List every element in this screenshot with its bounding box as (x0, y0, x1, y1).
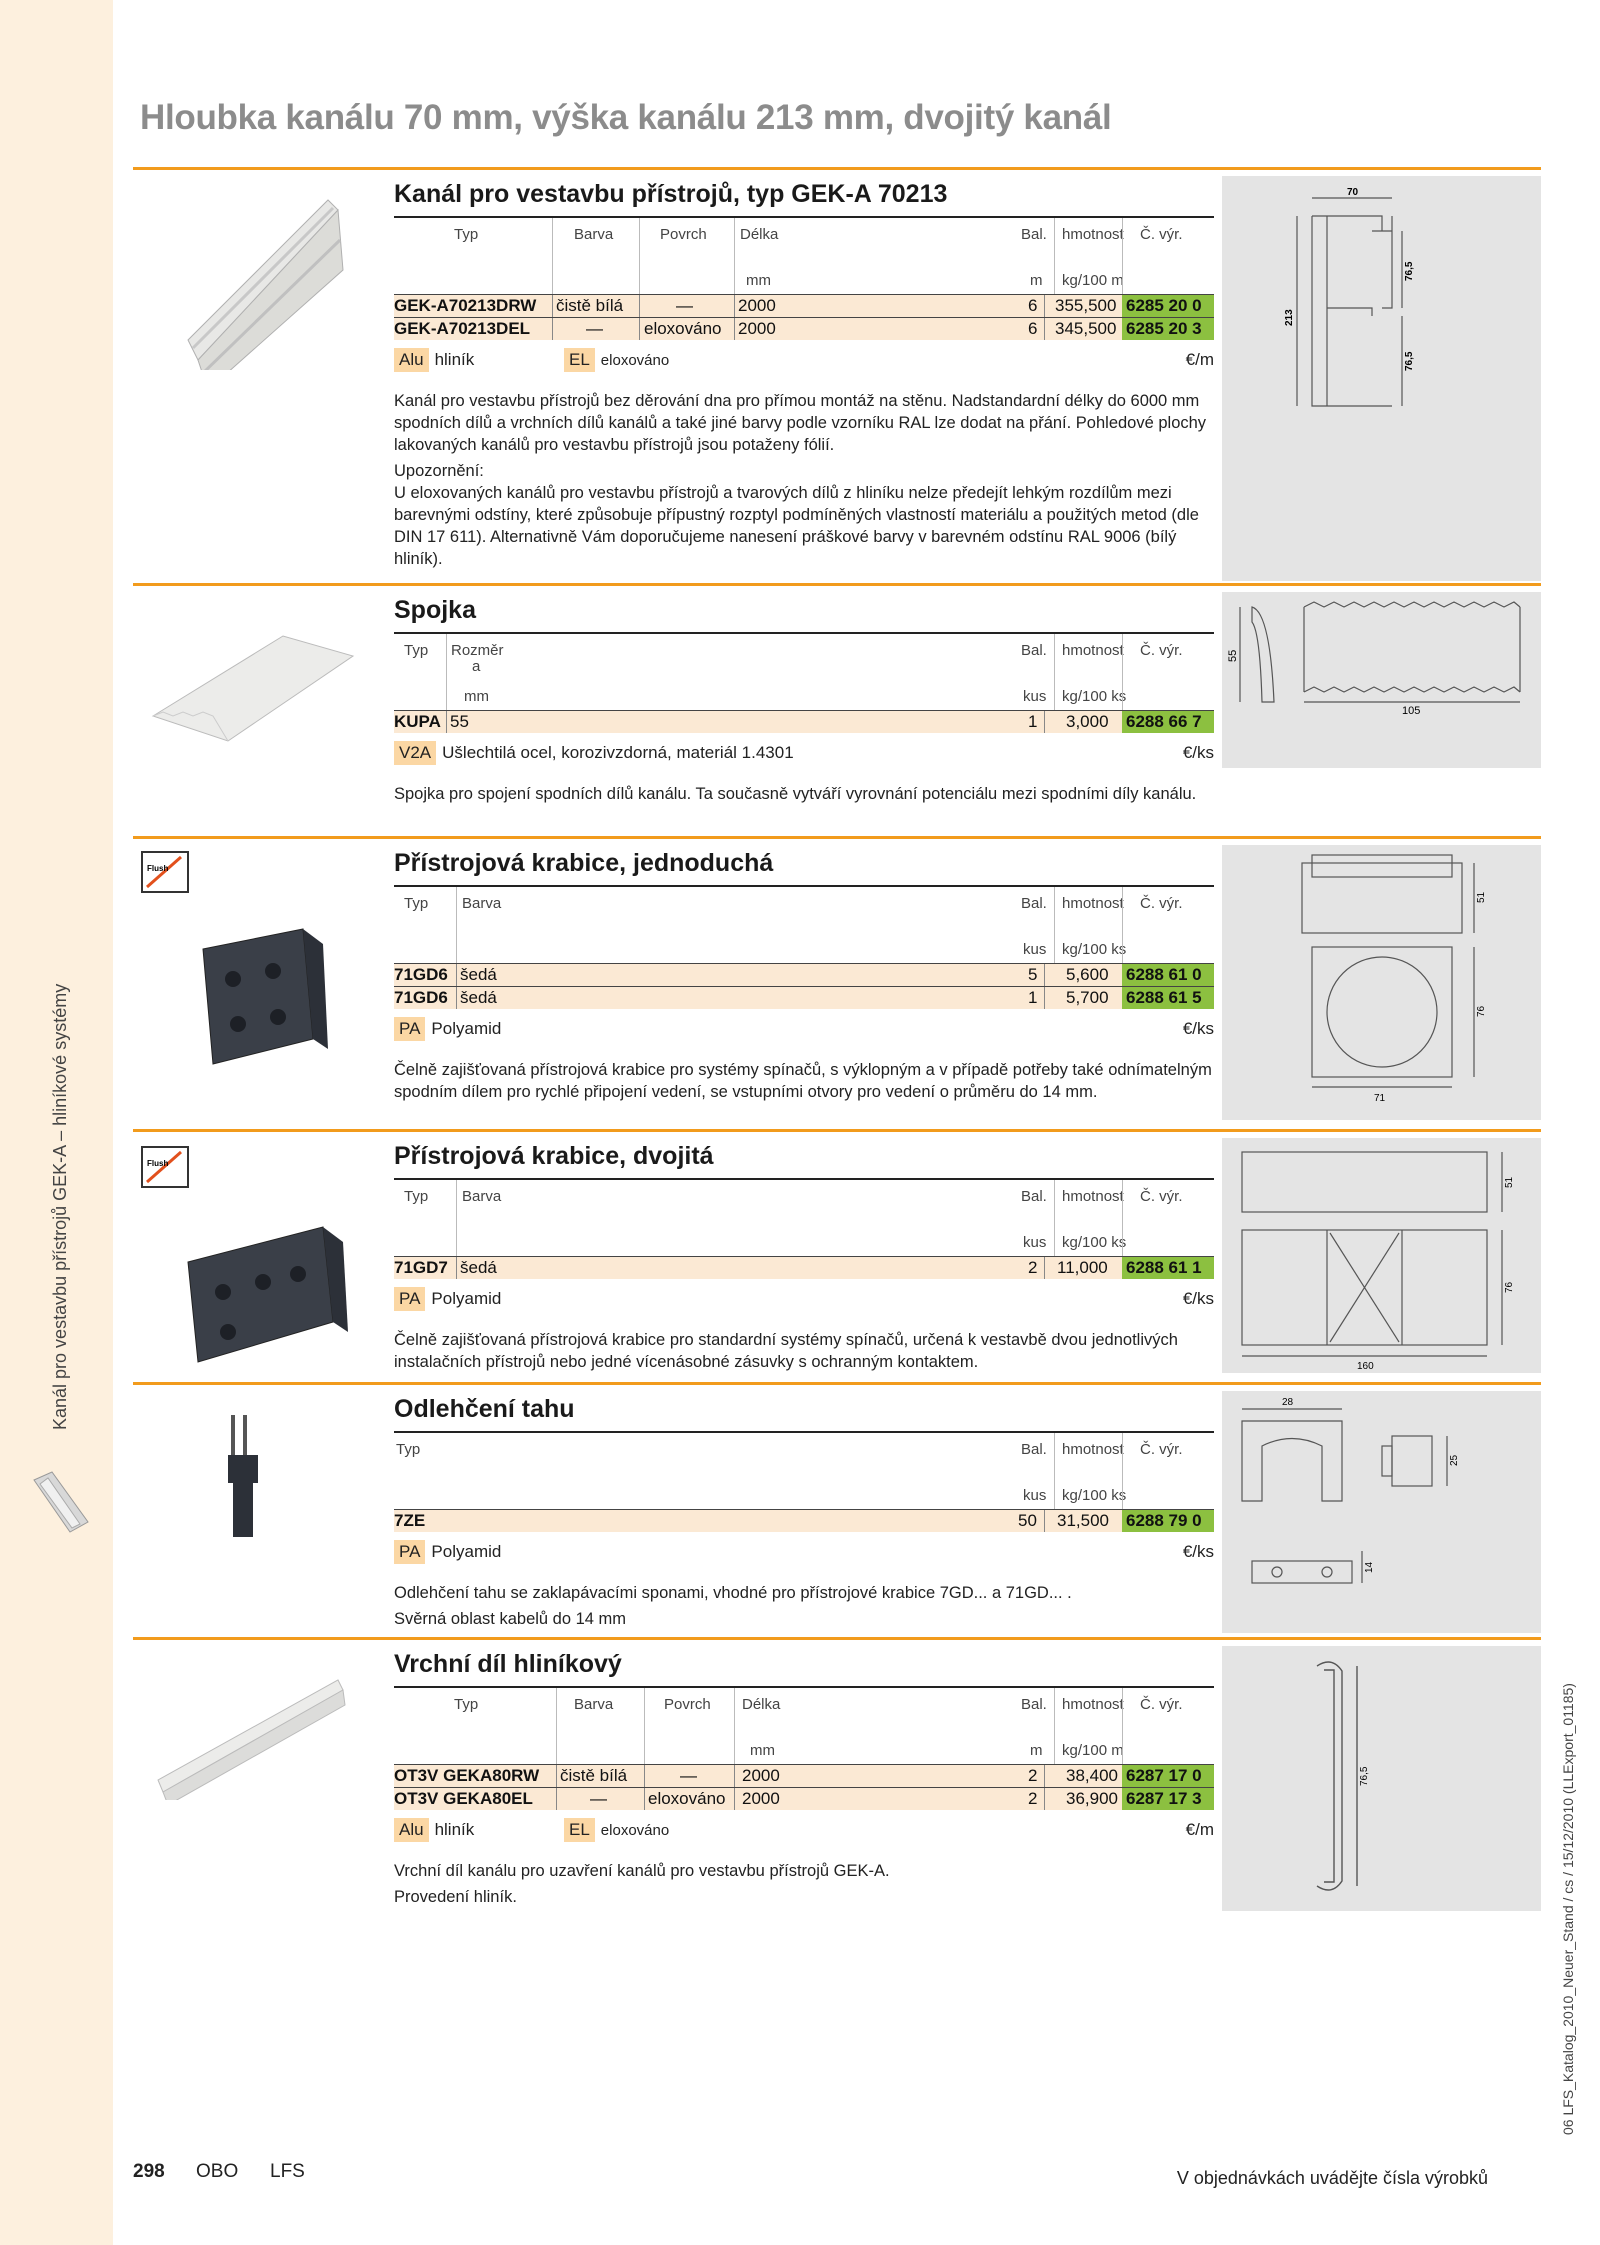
price-unit: €/ks (1182, 1019, 1214, 1038)
unit-bal: kus (1023, 941, 1047, 958)
table-header (394, 216, 1214, 294)
section-top-cover-body (394, 1640, 1214, 1912)
col-hmotnost: hmotnost (1062, 1441, 1124, 1458)
finish-tag: EL (564, 348, 595, 372)
col-barva: Barva (574, 226, 614, 243)
table-row: 71GD6 šedá 5 5,600 6288 61 0 (394, 963, 1214, 986)
section-box-double (133, 1129, 1541, 1382)
col-cvyr: Č. výr. (1140, 226, 1183, 243)
col-barva: Barva (574, 1696, 614, 1713)
section-title: Kanál pro vestavbu přístrojů, typ GEK-A 70213 (394, 180, 948, 208)
article-number: 6285 20 0 (1122, 295, 1214, 317)
unit-bal: m (1030, 1742, 1043, 1759)
dim-height-2: 76 (1504, 1281, 1515, 1293)
material-line: PA Polyamid €/ks (394, 1540, 1214, 1574)
table-header (394, 1178, 1214, 1256)
brand-lfs: LFS (270, 2161, 305, 2182)
col-bal: Bal. (1021, 895, 1047, 912)
dim-width: 71 (1374, 1093, 1386, 1104)
material-tag: PA (394, 1540, 425, 1564)
material-line: V2A Ušlechtilá ocel, korozivzdorná, materiál 1.4301 €/ks (394, 741, 1214, 775)
product-photo-box-double (133, 1132, 378, 1382)
section-title: Vrchní díl hliníkový (394, 1650, 622, 1678)
material-line: Alu hliník EL eloxováno €/m (394, 348, 1214, 382)
article-number: 6288 66 7 (1122, 711, 1214, 733)
table-header (394, 885, 1214, 963)
unit-bal: kus (1023, 688, 1047, 705)
section-box-single (133, 836, 1541, 1129)
dim-width: 28 (1282, 1397, 1294, 1408)
drawing-gek (1222, 176, 1541, 581)
product-photo-coupler (133, 586, 378, 836)
unit-bal: kus (1023, 1487, 1047, 1504)
material-tag: Alu (394, 1818, 429, 1842)
material-tag: V2A (394, 741, 436, 765)
unit-delka: mm (746, 272, 771, 289)
dim-width: 70 (1347, 187, 1359, 198)
col-bal: Bal. (1021, 1441, 1047, 1458)
col-povrch: Povrch (660, 226, 707, 243)
material-line: PA Polyamid €/ks (394, 1287, 1214, 1321)
dim-height-2: 14 (1364, 1561, 1375, 1573)
article-number: 6288 61 1 (1122, 1257, 1214, 1279)
section-strain-relief-body (394, 1385, 1214, 1634)
col-rozmer: Rozměr (451, 642, 504, 659)
col-typ: Typ (454, 226, 479, 243)
sidebar-title: Kanál pro vestavbu přístrojů GEK-A – hliníkové systémy (50, 983, 70, 1430)
section-title: Odlehčení tahu (394, 1395, 575, 1423)
unit-hmotnost: kg/100 ks (1062, 1487, 1127, 1504)
description: Vrchní díl kanálu pro uzavření kanálů pro vestavbu přístrojů GEK-A. Provedení hliník. (394, 1862, 890, 1906)
drawing-strain-relief (1222, 1391, 1541, 1633)
table-header (394, 1686, 1214, 1764)
section-title: Přístrojová krabice, jednoduchá (394, 849, 774, 877)
sidebar (0, 0, 113, 2245)
col-delka: Délka (740, 226, 779, 243)
description: Čelně zajišťovaná přístrojová krabice pro standardní systémy spínačů, určená k vestavbě dvou jednotlivých instalačních přístrojů nebo jedné vícenásobné zásuvky s ochranným kontaktem. (394, 1331, 1178, 1371)
section-spojka-body (394, 586, 1214, 809)
drawing-top-cover (1222, 1646, 1541, 1911)
table-row: 71GD6 šedá 1 5,700 6288 61 5 (394, 986, 1214, 1009)
material-tag: PA (394, 1017, 425, 1041)
dim-height-1: 76,5 (1404, 261, 1415, 281)
product-photo-box-single (133, 839, 378, 1129)
col-typ: Typ (404, 1188, 429, 1205)
section-box-double-body (394, 1132, 1214, 1377)
section-gek (133, 167, 1541, 583)
page-title: Hloubka kanálu 70 mm, výška kanálu 213 mm, dvojitý kanál (140, 98, 1112, 137)
product-photo-strain-relief (133, 1385, 378, 1637)
price-unit: €/ks (1182, 1542, 1214, 1561)
product-photo-channel (133, 170, 378, 583)
finish-tag: EL (564, 1818, 595, 1842)
unit-hmotnost: kg/100 m (1062, 272, 1124, 289)
section-title: Spojka (394, 596, 476, 624)
table-row: GEK-A70213DRW čistě bílá — 2000 6 355,500 6285 20 0 (394, 294, 1214, 317)
svg-text:Flush: Flush (147, 864, 169, 873)
col-hmotnost: hmotnost (1062, 1188, 1124, 1205)
dim-height-1: 51 (1504, 1176, 1515, 1188)
section-title: Přístrojová krabice, dvojitá (394, 1142, 714, 1170)
col-delka: Délka (742, 1696, 781, 1713)
article-number: 6287 17 3 (1122, 1788, 1214, 1810)
material-tag: PA (394, 1287, 425, 1311)
dim-height: 55 (1227, 649, 1239, 662)
section-top-cover (133, 1637, 1541, 1917)
table-row: KUPA 55 1 3,000 6288 66 7 (394, 710, 1214, 733)
col-cvyr: Č. výr. (1140, 895, 1183, 912)
price-unit: €/m (1185, 1820, 1214, 1839)
dim-height-2: 76,5 (1404, 351, 1415, 371)
col-typ: Typ (454, 1696, 479, 1713)
print-metadata: 06 LFS_Katalog_2010_Neuer_Stand / cs / 15/12/2010 (LLExport_01185) (1560, 1683, 1576, 2135)
unit-hmotnost: kg/100 ks (1062, 1234, 1127, 1251)
col-bal: Bal. (1021, 1188, 1047, 1205)
table-row: OT3V GEKA80EL — eloxováno 2000 2 36,900 6287 17 3 (394, 1787, 1214, 1810)
table-header: Typ Rozměr a mm Bal. kus hmotnost kg/100 ks Č. výr. (394, 632, 1214, 710)
col-bal: Bal. (1021, 1696, 1047, 1713)
price-unit: €/ks (1182, 1289, 1214, 1308)
brand-obo: OBO (196, 2161, 239, 2182)
table-row: 7ZE 50 31,500 6288 79 0 (394, 1509, 1214, 1532)
svg-text:Flush: Flush (147, 1159, 169, 1168)
col-barva: Barva (462, 1188, 502, 1205)
price-unit: €/ks (1182, 743, 1214, 762)
section-strain-relief (133, 1382, 1541, 1637)
dim-height: 25 (1449, 1454, 1460, 1466)
col-barva: Barva (462, 895, 502, 912)
unit-rozmer: mm (464, 688, 489, 705)
unit-delka: mm (750, 1742, 775, 1759)
section-gek-body (394, 170, 1214, 574)
channel-profile-icon (30, 1470, 94, 1542)
description: Kanál pro vestavbu přístrojů bez děrování dna pro přímou montáž na stěnu. Nadstandardní délky do 6000 mm spodních dílů a vrchních dílů kanálů a také jiné barvy podle vzorníku RAL lze dodat na přání. Pohledové plochy lakovaných kanálů pro vestavbu přístrojů jsou potaženy fólií. Upozornění: U eloxovaných kanálů pro vestavbu přístrojů a tvarových dílů z hliníku nelze předejít lehkým rozdílům mezi barevnými odstíny, které způsobuje přípustný rozptyl podmíněných vlastností materiálu a použitých metod (dle DIN 17 611). Alternativně Vám doporučujeme nanesení práškové barvy v barevném odstínu RAL 9006 (bílý hliník). (394, 392, 1207, 568)
footer-note: V objednávkách uvádějte čísla výrobků (1176, 2168, 1488, 2188)
drawing-coupler (1222, 592, 1541, 768)
dim-height: 213 (1284, 309, 1295, 326)
drawing-box-single (1222, 845, 1541, 1120)
description: Čelně zajišťovaná přístrojová krabice pro systémy spínačů, s výklopným a v případě potřeby také odnímatelným spodním dílem pro rychlé připojení vedení, se vstupními otvory pro vedení o průměru do 14 mm. (394, 1061, 1212, 1101)
table-row: OT3V GEKA80RW čistě bílá — 2000 2 38,400 6287 17 0 (394, 1764, 1214, 1787)
dim-height: 76,5 (1359, 1766, 1370, 1786)
table-row: 71GD7 šedá 2 11,000 6288 61 1 (394, 1256, 1214, 1279)
article-number: 6288 79 0 (1122, 1510, 1214, 1532)
page-number: 298 (133, 2161, 165, 2182)
col-hmotnost: hmotnost (1062, 642, 1124, 659)
table-row: GEK-A70213DEL — eloxováno 2000 6 345,500 6285 20 3 (394, 317, 1214, 340)
unit-hmotnost: kg/100 ks (1062, 941, 1127, 958)
price-unit: €/m (1185, 350, 1214, 369)
unit-hmotnost: kg/100 m (1062, 1742, 1124, 1759)
article-number: 6288 61 0 (1122, 964, 1214, 986)
product-photo-top-cover (133, 1640, 378, 1917)
article-number: 6288 61 5 (1122, 987, 1214, 1009)
col-cvyr: Č. výr. (1140, 1696, 1183, 1713)
drawing-box-double (1222, 1138, 1541, 1373)
dim-width: 160 (1357, 1361, 1374, 1372)
material-line: Alu hliník EL eloxováno €/m (394, 1818, 1214, 1852)
col-bal: Bal. (1021, 642, 1047, 659)
col-hmotnost: hmotnost (1062, 226, 1124, 243)
col-cvyr: Č. výr. (1140, 642, 1183, 659)
unit-bal: kus (1023, 1234, 1047, 1251)
col-cvyr: Č. výr. (1140, 1188, 1183, 1205)
col-hmotnost: hmotnost (1062, 895, 1124, 912)
col-hmotnost: hmotnost (1062, 1696, 1124, 1713)
dim-width: 105 (1402, 705, 1421, 717)
unit-bal: m (1030, 272, 1043, 289)
col-typ: Typ (396, 1441, 421, 1458)
col-typ: Typ (404, 642, 429, 659)
material-tag: Alu (394, 348, 429, 372)
table-header (394, 1431, 1214, 1509)
section-box-single-body (394, 839, 1214, 1107)
col-typ: Typ (404, 895, 429, 912)
section-spojka (133, 583, 1541, 836)
material-line: PA Polyamid €/ks (394, 1017, 1214, 1051)
col-bal: Bal. (1021, 226, 1047, 243)
dim-height-2: 76 (1476, 1005, 1487, 1017)
unit-hmotnost: kg/100 ks (1062, 688, 1127, 705)
col-povrch: Povrch (664, 1696, 711, 1713)
description: Odlehčení tahu se zaklapávacími sponami, vhodné pro přístrojové krabice 7GD... a 71GD... . Svěrná oblast kabelů do 14 mm (394, 1584, 1072, 1628)
col-cvyr: Č. výr. (1140, 1441, 1183, 1458)
dim-height-1: 51 (1476, 891, 1487, 903)
article-number: 6285 20 3 (1122, 318, 1214, 340)
description: Spojka pro spojení spodních dílů kanálu. Ta současně vytváří vyrovnání potenciálu mezi spodními díly kanálu. (394, 785, 1197, 803)
article-number: 6287 17 0 (1122, 1765, 1214, 1787)
